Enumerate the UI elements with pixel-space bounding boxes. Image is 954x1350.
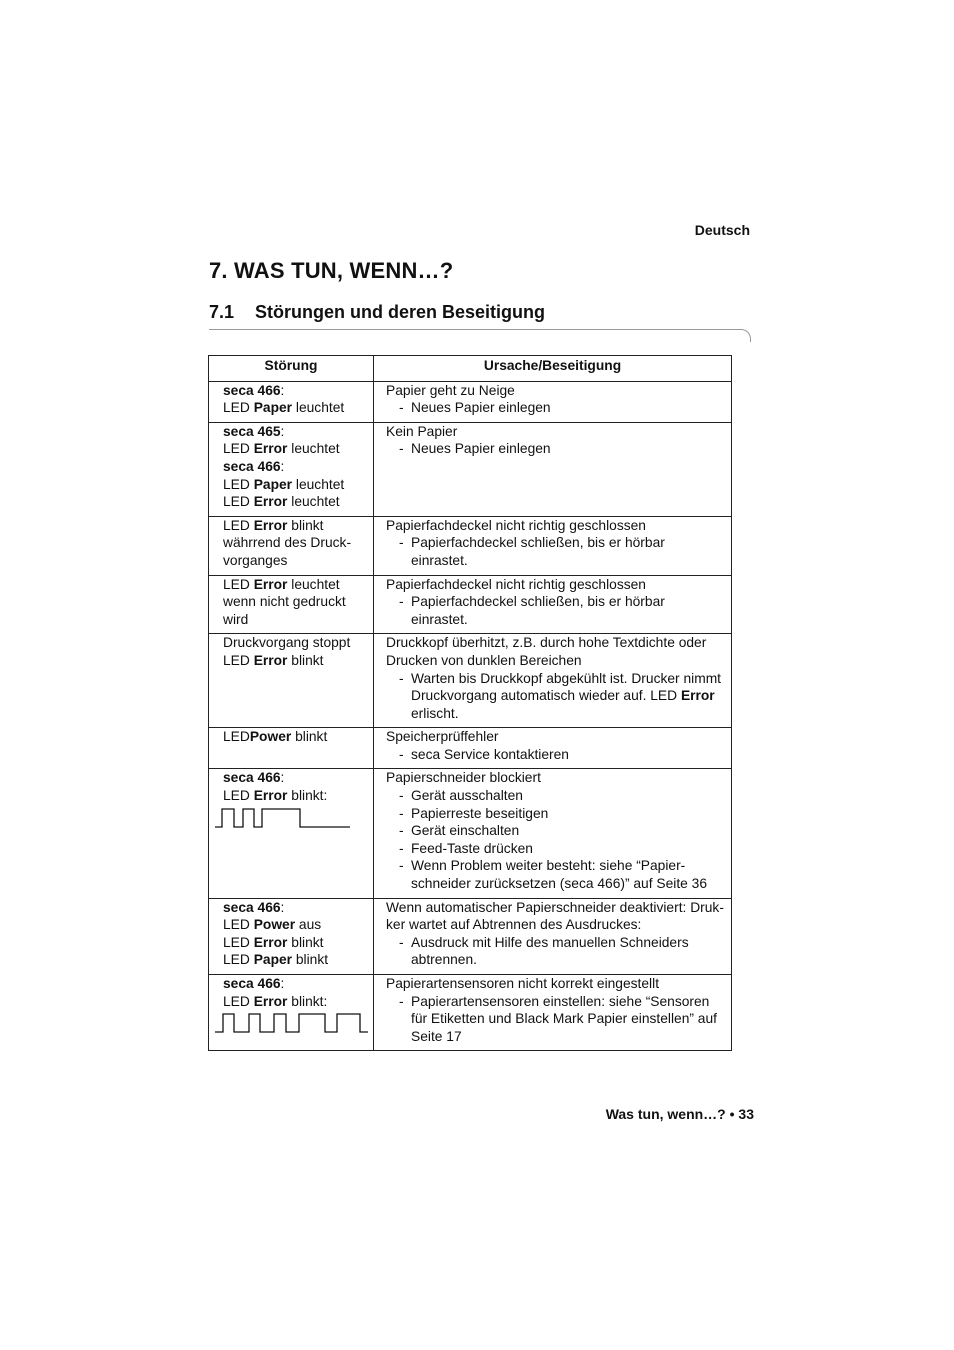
text-run: LED — [223, 517, 254, 533]
cause-text: Druckkopf überhitzt, z.B. durch hohe Textdichte oder Drucken von dunklen Bereichen — [386, 635, 707, 668]
chapter-title: 7. WAS TUN, WENN…? — [209, 258, 454, 283]
fault-line — [223, 993, 369, 1011]
fault-line — [223, 728, 369, 746]
table-row — [209, 728, 732, 769]
bullet-dash: - — [399, 858, 404, 874]
cause-cell — [374, 575, 732, 634]
emphasis-text: Error — [253, 993, 288, 1009]
text-run: Wenn Problem weiter besteht: siehe “Papier-schneider zurücksetzen (seca 466)” auf Seite 36 — [411, 858, 708, 892]
fault-line — [223, 517, 369, 535]
fault-line — [223, 934, 369, 952]
text-run: Papierfachdeckel schließen, bis er hörbar einrastet. — [411, 535, 665, 568]
fault-cell — [209, 381, 374, 422]
remedy-item — [386, 934, 725, 969]
bullet-dash: - — [399, 823, 404, 839]
fault-line — [223, 476, 369, 494]
text-run: aus — [295, 917, 322, 933]
remedy-item — [386, 670, 725, 723]
text-run: Papierreste beseitigen — [411, 805, 549, 821]
fault-cell — [209, 728, 374, 769]
text-run: : — [280, 899, 285, 915]
emphasis-text: Paper — [253, 476, 293, 492]
header-fault: Störung — [209, 356, 374, 382]
cause-text: Papier geht zu Neige — [386, 382, 515, 398]
fault-line — [223, 611, 369, 629]
remedy-item — [386, 534, 725, 569]
text-run: LED — [223, 652, 254, 668]
fault-cell — [209, 516, 374, 575]
cause-text: Wenn automatischer Papierschneider deaktiviert: Druk-ker wartet auf Abtrennen des Ausdruckes: — [386, 899, 724, 933]
emphasis-text: Power — [253, 917, 296, 933]
table-header-row — [209, 356, 732, 382]
text-run: wenn nicht gedruckt — [223, 594, 346, 610]
fault-line — [223, 975, 369, 993]
emphasis-text: Error — [253, 441, 288, 457]
text-run: leuchtet — [287, 494, 340, 510]
text-run: LED — [223, 993, 254, 1009]
text-run: : — [280, 382, 285, 398]
fault-cell — [209, 634, 374, 728]
fault-line — [223, 552, 369, 570]
remedy-item — [386, 822, 725, 840]
cause-cell — [374, 728, 732, 769]
text-run: wird — [223, 611, 249, 627]
remedy-item — [386, 787, 725, 805]
emphasis-text: Paper — [253, 952, 293, 968]
language-label: Deutsch — [694, 222, 750, 238]
bullet-dash: - — [399, 840, 404, 856]
fault-cell — [209, 769, 374, 898]
text-run: blinkt: — [287, 993, 328, 1009]
text-run: LED — [223, 476, 254, 492]
cause-text: Papierschneider blockiert — [386, 770, 541, 786]
text-run: Warten bis Druckkopf abgekühlt ist. Drucker nimmt Druckvorgang automatisch wieder auf. LED — [411, 670, 722, 704]
text-run: : — [280, 976, 285, 991]
fault-line — [223, 769, 369, 787]
section-number: 7.1 — [209, 302, 235, 322]
cause-cell — [374, 898, 732, 974]
fault-line — [223, 493, 369, 511]
section-rule-corner — [740, 329, 751, 342]
fault-line — [223, 399, 369, 417]
bullet-dash: - — [399, 993, 404, 1009]
emphasis-text: seca 465 — [223, 423, 281, 439]
emphasis-text: Error — [253, 517, 288, 533]
text-run: LED — [223, 729, 250, 745]
text-run: blinkt — [292, 952, 329, 968]
page-footer: Was tun, wenn…? • 33 — [605, 1106, 754, 1122]
bullet-dash: - — [399, 746, 404, 762]
fault-line — [223, 652, 369, 670]
fault-cell — [209, 575, 374, 634]
text-run: LED — [223, 952, 254, 968]
emphasis-text: Paper — [253, 400, 293, 416]
remedy-item — [386, 746, 725, 764]
emphasis-text: seca 466 — [223, 382, 281, 398]
table-row — [209, 634, 732, 728]
bullet-dash: - — [399, 535, 404, 551]
fault-line — [223, 916, 369, 934]
section-heading — [209, 302, 545, 323]
header-cause: Ursache/Beseitigung — [374, 356, 732, 382]
text-run: Papierfachdeckel schließen, bis er hörbar einrastet. — [411, 594, 665, 627]
text-run: blinkt — [287, 934, 324, 950]
bullet-dash: - — [399, 670, 404, 686]
cause-text: Papierartensensoren nicht korrekt eingestellt — [386, 976, 660, 991]
text-run: LED — [223, 788, 254, 804]
remedy-item — [386, 840, 725, 858]
cause-text: Kein Papier — [386, 423, 458, 439]
emphasis-text: seca 466 — [223, 458, 281, 474]
fault-line — [223, 534, 369, 552]
emphasis-text: seca 466 — [223, 770, 281, 786]
text-run: leuchtet — [287, 576, 340, 592]
fault-line — [223, 951, 369, 969]
remedy-item — [386, 805, 725, 823]
remedy-item — [386, 440, 725, 458]
text-run: LED — [223, 441, 254, 457]
text-run: LED — [223, 494, 254, 510]
fault-line — [223, 440, 369, 458]
remedy-item — [386, 593, 725, 628]
text-run: : — [280, 770, 285, 786]
fault-line — [223, 787, 369, 805]
blink-pattern-icon — [214, 807, 354, 829]
remedy-item — [386, 857, 725, 892]
emphasis-text: Error — [253, 652, 288, 668]
section-rule — [209, 329, 743, 330]
cause-cell — [374, 769, 732, 898]
text-run: Ausdruck mit Hilfe des manuellen Schneiders abtrennen. — [411, 934, 689, 968]
remedy-item — [386, 399, 725, 417]
text-run: LED — [223, 400, 254, 416]
table-row — [209, 575, 732, 634]
text-run: blinkt — [291, 729, 328, 745]
text-run: leuchtet — [287, 441, 340, 457]
text-run: blinkt — [287, 652, 324, 668]
emphasis-text: Error — [253, 788, 288, 804]
fault-line — [223, 458, 369, 476]
text-run: seca Service kontaktieren — [411, 746, 569, 762]
text-run: : — [280, 423, 285, 439]
fault-line — [223, 899, 369, 917]
table-row — [209, 422, 732, 516]
text-run: Neues Papier einlegen — [411, 400, 551, 416]
table-row — [209, 898, 732, 974]
fault-line — [223, 576, 369, 594]
fault-line — [223, 634, 369, 652]
cause-text: Papierfachdeckel nicht richtig geschlossen — [386, 517, 646, 533]
text-run: leuchtet — [292, 400, 345, 416]
emphasis-text: Error — [680, 688, 715, 704]
text-run: währrend des Druck- — [223, 535, 352, 551]
text-run: LED — [223, 576, 254, 592]
cause-cell — [374, 516, 732, 575]
emphasis-text: Power — [249, 729, 292, 745]
cause-cell — [374, 381, 732, 422]
bullet-dash: - — [399, 934, 404, 950]
text-run: Druckvorgang stoppt — [223, 635, 351, 651]
bullet-dash: - — [399, 788, 404, 804]
fault-line — [223, 423, 369, 441]
cause-text: Papierfachdeckel nicht richtig geschlossen — [386, 576, 646, 592]
emphasis-text: seca 466 — [223, 899, 281, 915]
text-run: LED — [223, 934, 254, 950]
fault-cell — [209, 422, 374, 516]
cause-cell — [374, 975, 732, 1051]
table-row — [209, 975, 732, 1051]
section-title: Störungen und deren Beseitigung — [255, 302, 546, 322]
emphasis-text: Error — [253, 934, 288, 950]
fault-cell — [209, 975, 374, 1051]
cause-cell — [374, 422, 732, 516]
text-run: blinkt — [287, 517, 324, 533]
text-run: Feed-Taste drücken — [411, 840, 533, 856]
troubleshooting-table — [208, 355, 732, 1051]
text-run: blinkt: — [287, 788, 328, 804]
text-run: : — [280, 458, 285, 474]
text-run: vorganges — [223, 552, 288, 568]
text-run: erlischt. — [411, 705, 459, 721]
table-row — [209, 769, 732, 898]
emphasis-text: Error — [253, 576, 288, 592]
text-run: leuchtet — [292, 476, 345, 492]
emphasis-text: Error — [253, 494, 288, 510]
emphasis-text: seca 466 — [223, 976, 281, 991]
blink-pattern-icon — [214, 1012, 369, 1034]
remedy-item — [386, 993, 725, 1046]
text-run: LED — [223, 917, 254, 933]
fault-cell — [209, 898, 374, 974]
cause-text: Speicherprüffehler — [386, 729, 499, 745]
text-run: Gerät einschalten — [411, 823, 520, 839]
cause-cell — [374, 634, 732, 728]
bullet-dash: - — [399, 441, 404, 457]
fault-line — [223, 593, 369, 611]
bullet-dash: - — [399, 594, 404, 610]
text-run: Gerät ausschalten — [411, 788, 523, 804]
text-run: Papierartensensoren einstellen: siehe “Sensoren für Etiketten und Black Mark Papier einstellen” auf Seite 17 — [411, 993, 717, 1044]
table-row — [209, 516, 732, 575]
text-run: Neues Papier einlegen — [411, 441, 551, 457]
bullet-dash: - — [399, 805, 404, 821]
table-row — [209, 381, 732, 422]
bullet-dash: - — [399, 400, 404, 416]
fault-line — [223, 382, 369, 400]
